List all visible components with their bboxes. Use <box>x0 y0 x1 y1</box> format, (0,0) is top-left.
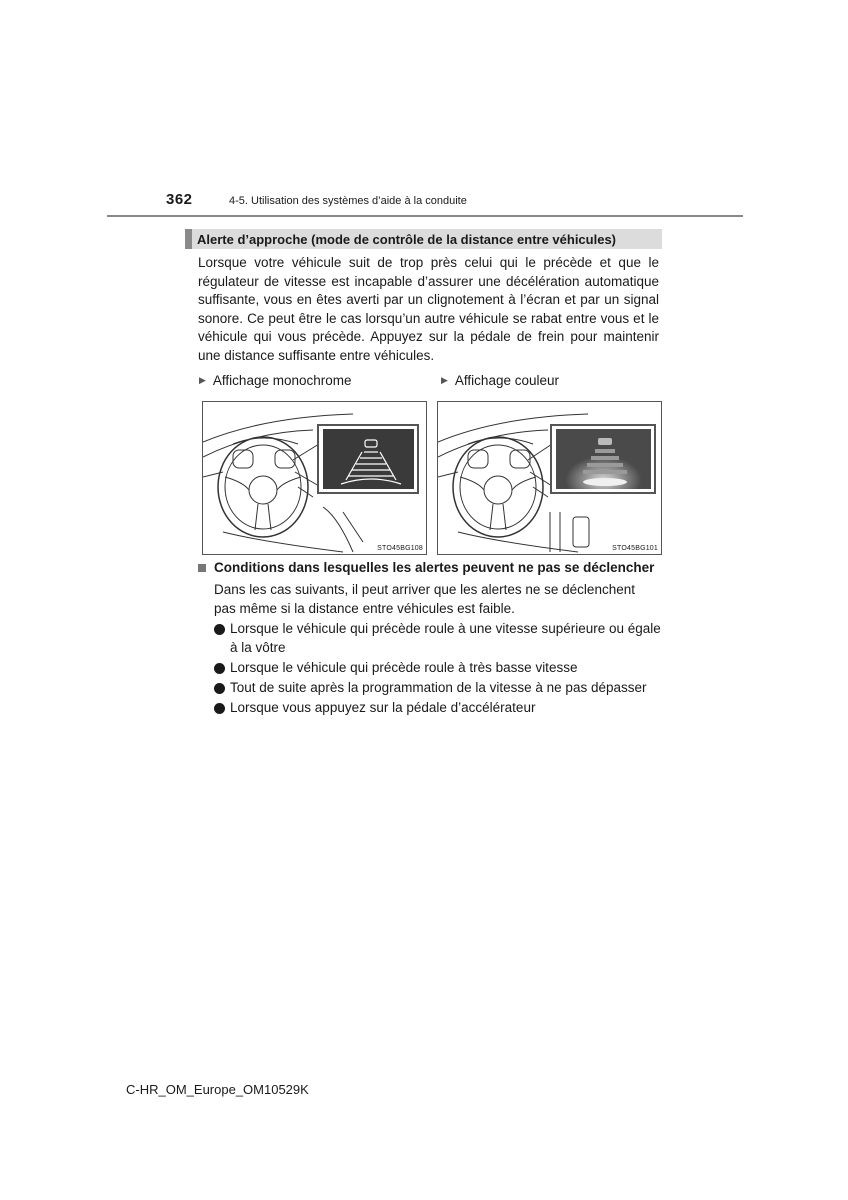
square-bullet-icon <box>198 564 206 572</box>
page-number: 362 <box>166 191 193 208</box>
conditions-heading <box>198 560 654 575</box>
figure-color <box>437 401 662 555</box>
bullet-dot-icon <box>214 624 225 635</box>
figure-code: STO45BG101 <box>612 545 658 552</box>
figure-label-text: Affichage couleur <box>454 373 559 388</box>
header-divider <box>107 215 743 217</box>
list-item-text: Lorsque le véhicule qui précède roule à très basse vitesse <box>230 659 578 675</box>
section-heading-bar <box>185 229 662 249</box>
list-item <box>214 679 664 698</box>
figure-label-monochrome <box>199 373 352 388</box>
figure-label-color <box>441 373 559 388</box>
list-item <box>214 699 664 718</box>
dashboard-illustration-monochrome <box>203 402 426 554</box>
document-code: C-HR_OM_Europe_OM10529K <box>126 1082 309 1097</box>
bullet-dot-icon <box>214 703 225 714</box>
figure-code: STO45BG108 <box>377 545 423 552</box>
dashboard-illustration-color <box>438 402 661 554</box>
list-item <box>214 659 664 678</box>
callout-box <box>318 425 418 493</box>
list-item-text: Lorsque le véhicule qui précède roule à une vitesse supérieure ou égale à la vôtre <box>230 621 661 655</box>
list-item <box>214 620 664 657</box>
bullet-dot-icon <box>214 663 225 674</box>
list-item-text: Tout de suite après la programmation de la vitesse à ne pas dépasser <box>230 679 647 695</box>
body-paragraph: Lorsque votre véhicule suit de trop près celui qui le précède et que le régulateur de vitesse est incapable d’assurer une décélération automatique suffisante, vous en êtes averti par un clignotement à l’écran et par un signal sonore. Ce peut être le cas lorsqu’un autre véhicule se rabat entre vous et le véhicule qui vous précède. Appuyez sur la pédale de frein pour maintenir une distance suffisante entre véhicules. <box>198 255 659 363</box>
conditions-list <box>214 620 664 719</box>
list-item-text: Lorsque vous appuyez sur la pédale d’accélérateur <box>230 700 536 716</box>
bullet-dot-icon <box>214 683 225 694</box>
conditions-intro: Dans les cas suivants, il peut arriver que les alertes ne se déclenchent pas même si la distance entre véhicules est faible. <box>214 582 635 616</box>
triangle-right-icon: ▶ <box>199 375 206 385</box>
section-heading: Alerte d’approche (mode de contrôle de la distance entre véhicules) <box>197 232 617 247</box>
figure-label-text: Affichage monochrome <box>212 373 352 388</box>
section-title: 4-5. Utilisation des systèmes d’aide à la conduite <box>229 195 467 207</box>
figure-monochrome <box>202 401 427 555</box>
conditions-heading-text: Conditions dans lesquelles les alertes peuvent ne pas se déclencher <box>214 560 655 575</box>
triangle-right-icon: ▶ <box>441 375 448 385</box>
callout-box <box>551 425 655 493</box>
